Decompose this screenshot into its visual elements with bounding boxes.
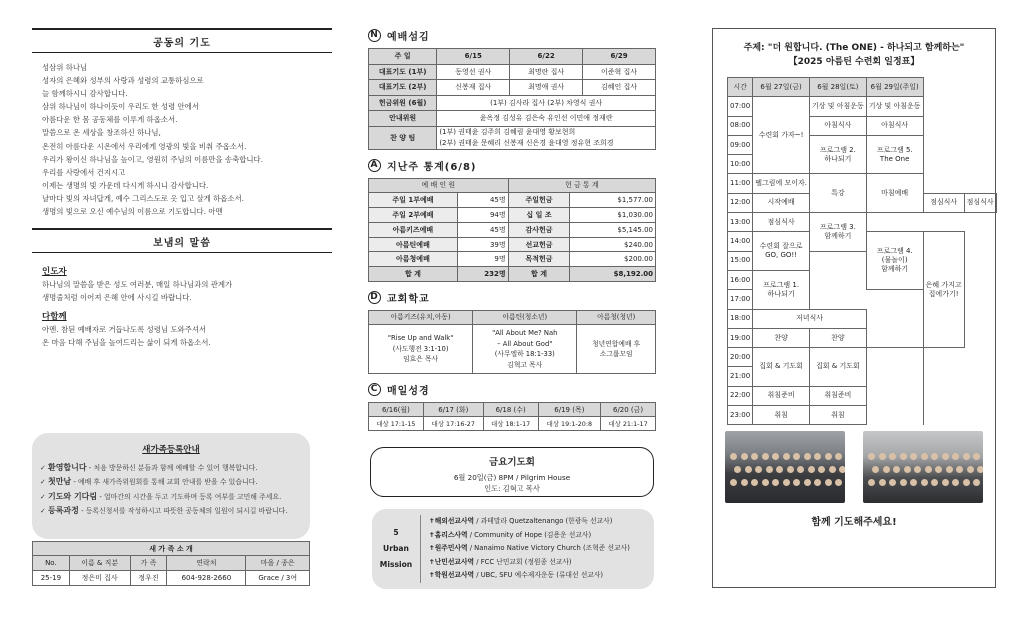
- table-cell: Grace / 3여: [246, 571, 310, 586]
- middle-column: [368, 28, 656, 589]
- new-family-table: [32, 541, 310, 586]
- sending-body: [32, 253, 332, 349]
- school-table: [368, 310, 656, 374]
- column-header: 가 족: [130, 556, 167, 571]
- group-photo-1: [725, 431, 845, 503]
- table-row: 16:00 프로그램 1. 하나되기: [728, 270, 997, 289]
- prayer-line: 우리를 사랑에서 건지시고: [42, 167, 126, 177]
- sending-title: 보냄의 말씀: [32, 228, 332, 253]
- mission-label: 5 Urban Mission: [379, 528, 413, 570]
- mission-list: [420, 515, 630, 583]
- check-icon: ✓: [40, 506, 48, 515]
- table-row: 주일 1부예배 45명 주일헌금 $1,577.00: [369, 193, 656, 208]
- mission-item: ✝홈리스사역 / Community of Hope (김용운 선교사): [429, 530, 592, 539]
- mission-box: [372, 509, 654, 589]
- table-row: 대표기도 (1부) 동영선 권사 최명란 집사 이준혁 집사: [369, 64, 656, 80]
- table-row: 아름키즈(유치,아동) 아름틴(청소년) 아름청(청년): [369, 311, 656, 325]
- mission-item: ✝원주민사역 / Nanaimo Native Victory Church (조혁준 선교사): [429, 544, 630, 553]
- sending-speaker: 인도자: [42, 267, 67, 278]
- friday-line2: 인도: 김혁고 목사: [484, 484, 540, 494]
- left-column: [32, 28, 332, 349]
- prayer-line: 우리가 왕이신 하나님을 높이고, 영원히 주님의 이름만을 송축합니다.: [42, 154, 264, 164]
- table-row: 예 배 인 원 헌 금 통 계: [369, 178, 656, 193]
- sending-text: 하나님의 말씀을 받은 성도 여러분, 매일 하나님과의 관계가 생명줄처럼 이어져 은혜 안에 사시길 바랍니다.: [42, 280, 233, 302]
- daily-bible-table: [368, 402, 656, 431]
- sending-speaker: 다함께: [42, 312, 67, 323]
- prayer-line: 성자의 은혜와 성부의 사랑과 성령의 교통하심으로: [42, 76, 204, 86]
- stats-table: [368, 178, 656, 283]
- column-header: 마을 / 종은: [246, 556, 310, 571]
- prayer-line: 아름다운 한 몸 공동체를 이루게 하옵소서.: [42, 115, 178, 125]
- sending-text: 아멘. 참된 예배자로 거듭나도록 성령님 도와주셔서 온 마음 다해 주님을 높여드리는 삶이 되게 하옵소서.: [42, 325, 211, 347]
- table-cell: 604-928-2660: [167, 571, 246, 586]
- table-row: 13:00 점심식사 프로그램 3. 함께하기: [728, 213, 997, 232]
- new-family-header: [33, 556, 310, 571]
- newcomer-list: [40, 461, 302, 518]
- new-family-title: 새 가 족 소 개: [33, 542, 310, 556]
- table-row: 시간 6월 27일(금) 6월 28일(토) 6월 29일(주일): [728, 78, 997, 97]
- table-row: 안내위원 윤옥정 김성유 김은숙 유인선 이민애 정재란: [369, 111, 656, 127]
- newcomer-title: 새가족등록안내: [142, 445, 200, 455]
- table-cell: 정우진: [130, 571, 167, 586]
- prayer-line: 날마다 빛의 자녀답게, 예수 그리스도로 옷 입고 살게 하옵소서.: [42, 193, 244, 203]
- daily-heading: [368, 382, 656, 397]
- daily-title: 매일성경: [387, 386, 430, 398]
- check-icon: ✓: [40, 478, 48, 487]
- service-mark: N: [368, 29, 381, 42]
- table-row: 합 계 232명 합 계 $8,192.00: [369, 267, 656, 282]
- table-cell: 정은미 집사: [69, 571, 130, 586]
- column-header: 이름 & 직분: [69, 556, 130, 571]
- table-row: 10:00: [728, 155, 997, 174]
- table-row: 18:00 저녁식사: [728, 309, 997, 328]
- newcomer-item: ✓ 환영합니다 - 처음 방문하신 분들과 함께 예배할 수 있어 행복합니다.: [40, 463, 258, 472]
- service-title: 예배섬김: [387, 32, 430, 43]
- friday-line1: 6월 20일(금) 8PM / Pilgrim House: [453, 473, 571, 483]
- table-row: 08:00 아침식사 아침식사: [728, 116, 997, 135]
- newcomer-item: ✓ 첫만남 - 예배 후 새가족위원회를 통해 교회 안내를 받을 수 있습니다.: [40, 477, 258, 487]
- mission-item: ✝난민선교사역 / FCC 난민교회 (정원종 선교사): [429, 557, 572, 566]
- retreat-title: [713, 41, 995, 69]
- table-row: 22:00 취침준비 취침준비: [728, 386, 997, 405]
- table-row: 09:00 프로그램 2. 하나되기 프로그램 5. The One: [728, 135, 997, 154]
- table-row: 19:00 찬양 찬양: [728, 328, 997, 347]
- retreat-schedule-table: [727, 77, 997, 425]
- service-table: [368, 48, 656, 150]
- table-row: 아름틴예배 39명 선교헌금 $240.00: [369, 237, 656, 252]
- group-photo-2: [863, 431, 983, 503]
- column-header: No.: [33, 556, 70, 571]
- table-row: 14:00 수련회 잘으로 GO, GO!! 프로그램 4. (물놀이) 함께하기 은혜 가지고 집에가기!: [728, 232, 997, 251]
- check-icon: ✓: [40, 492, 48, 501]
- stats-title: 지난주 통계(6/8): [387, 161, 477, 173]
- table-row: 11:00 펠그림에 모이자. 특강 마침예배: [728, 174, 997, 193]
- prayer-line: 이제는 생명의 빛 가운데 다시게 하시니 감사합니다.: [42, 180, 209, 190]
- retreat-theme: 주제: "더 원합니다. (The ONE) - 하나되고 함께하는": [743, 43, 965, 53]
- table-row: [33, 571, 310, 586]
- check-icon: ✓: [40, 464, 48, 472]
- closing-text: 함께 기도해주세요!: [811, 517, 897, 529]
- table-row: 15:00: [728, 251, 997, 270]
- prayer-line: 말씀으로 온 세상을 창조하신 하나님,: [42, 128, 161, 138]
- table-row: 주 일 6/15 6/22 6/29: [369, 49, 656, 65]
- friday-prayer-box: [370, 447, 654, 497]
- table-row: 6/16(월) 6/17 (화) 6/18 (수) 6/19 (목) 6/20 (금): [369, 403, 656, 417]
- prayer-text: [32, 53, 332, 222]
- table-row: 아름청예배 9명 목적헌금 $200.00: [369, 252, 656, 267]
- prayer-title: 공동의 기도: [32, 28, 332, 53]
- mission-item: ✝학원선교사역 / UBC, SFU 예수제자운동 (류대선 선교사): [429, 571, 604, 580]
- prayer-line: 성삼위 하나님: [42, 63, 88, 72]
- prayer-line: 온전히 아름다운 시온에서 우리에게 영광의 빛을 비춰 주옵소서.: [42, 141, 247, 151]
- retreat-panel: [712, 28, 996, 588]
- prayer-line: 생명의 빛으로 오신 예수님의 이름으로 기도합니다. 아멘: [42, 207, 223, 217]
- table-row: 17:00: [728, 290, 997, 309]
- newcomer-item: ✓ 기도와 기다림 - 얼마간의 시간을 두고 기도하며 등록 여부를 고민해 주세요.: [40, 491, 282, 501]
- table-row: 23:00 취침 취침: [728, 406, 997, 425]
- table-row: 대표기도 (2부) 신봉재 집사 최명애 권사 김혜인 집사: [369, 80, 656, 96]
- school-heading: [368, 290, 656, 305]
- stats-heading: [368, 158, 656, 173]
- photo-row: [713, 425, 995, 503]
- table-row: 20:00 집회 & 기도회 집회 & 기도회: [728, 348, 997, 367]
- school-title: 교회학교: [387, 294, 430, 306]
- table-row: 헌금위원 (6월) (1부) 김사라 집사 (2부) 차영식 권사: [369, 95, 656, 111]
- table-row: 주일 2부예배 94명 십 일 조 $1,030.00: [369, 208, 656, 223]
- table-row: 찬 양 팀 (1부) 권태윤 김주희 김혜림 윤대영 황보현희 (2부) 권태윤 문혜리 신봉재 신은경 윤대영 정유현 조희경: [369, 126, 656, 149]
- table-row: 12:00 시작예배 점심식사 점심식사: [728, 193, 997, 212]
- daily-mark: C: [368, 383, 381, 396]
- prayer-line: 늘 함께하시니 감사합니다.: [42, 89, 128, 99]
- service-heading: [368, 28, 656, 43]
- friday-title: 금요기도회: [489, 457, 535, 469]
- table-row: 대상 17:1-15 대상 17:16-27 대상 18:1-17 대상 19:1-20:8 대상 21:1-17: [369, 417, 656, 431]
- table-row: 21:00: [728, 367, 997, 386]
- retreat-schedule-title: 【2025 아름틴 수련회 일정표】: [788, 57, 920, 67]
- table-cell: 25-19: [33, 571, 70, 586]
- newcomer-guide: [32, 433, 310, 539]
- mission-item: ✝해외선교사역 / 과테말라 Quetzaltenango (한광득 선교사): [429, 517, 613, 526]
- prayer-line: 삼위 하나님이 하나이듯이 우리도 한 성령 안에서: [42, 102, 199, 112]
- table-row: "Rise Up and Walk" (사도행전 3:1-10) 임효은 목사 "All About Me? Nah – All About God" (사무엘하 18:1-33) 김혁고 목사 청년연합예배 후 소그룹모임: [369, 325, 656, 374]
- school-mark: D: [368, 291, 381, 304]
- table-row: 아름키즈예배 45명 감사헌금 $5,145.00: [369, 222, 656, 237]
- newcomer-item: ✓ 등록과정 - 등록신청서를 작성하시고 따뜻한 공동체의 일원이 되시길 바랍니다.: [40, 505, 288, 515]
- column-header: 연락처: [167, 556, 246, 571]
- table-row: 07:00 수련회 가자~! 기상 및 아침운동 기상 및 아침운동: [728, 97, 997, 116]
- stats-mark: A: [368, 159, 381, 172]
